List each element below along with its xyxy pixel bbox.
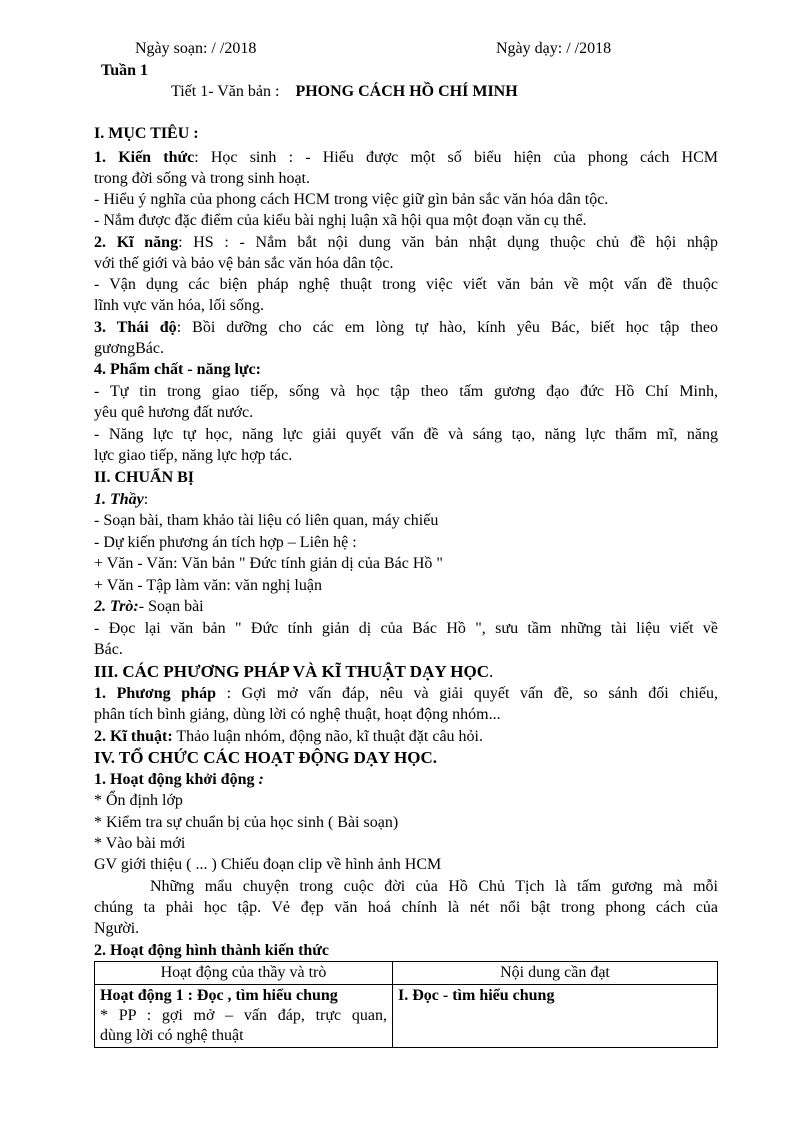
activity-1-line-1: * Ổn định lớp bbox=[94, 792, 183, 809]
activity-1-line-5: Những mẩu chuyện trong cuộc đời của Hồ Chủ Tịch là tấm gương mà mỗi bbox=[150, 878, 718, 895]
skills-line-2: với thế giới và bảo vệ bản sắc văn hóa dân tộc. bbox=[94, 255, 394, 272]
knowledge-label: 1. Kiến thức bbox=[94, 149, 195, 166]
section-4-heading: IV. TỔ CHỨC CÁC HOẠT ĐỘNG DẠY HỌC. bbox=[94, 748, 438, 767]
qualities-line-3: - Năng lực tự học, năng lực giải quyết vấn đề và sáng tạo, năng lực thẩm mĩ, năng bbox=[94, 426, 718, 443]
teacher-line-4: + Văn - Tập làm văn: văn nghị luận bbox=[94, 577, 322, 594]
qualities-line-4: lực giao tiếp, năng lực hợp tác. bbox=[94, 447, 293, 464]
activity-1-line-7: Người. bbox=[94, 920, 140, 937]
knowledge-line-3: - Hiểu ý nghĩa của phong cách HCM trong việc giữ gìn bản sắc văn hóa dân tộc. bbox=[94, 191, 609, 208]
attitude-line-1: 3. Thái độ: Bồi dưỡng cho các em lòng tự hào, kính yêu Bác, biết học tập theo bbox=[94, 319, 719, 336]
student-label-line: 2. Trò:- Soạn bài bbox=[94, 598, 204, 615]
technique-line: 2. Kĩ thuật: Thảo luận nhóm, động não, kĩ thuật đặt câu hỏi. bbox=[94, 728, 483, 745]
table-header-row bbox=[95, 962, 718, 985]
activity-1-label-line: 1. Hoạt động khởi động : bbox=[94, 771, 264, 788]
table-row bbox=[95, 985, 718, 1048]
col1-header: Hoạt động của thầy và trò bbox=[95, 962, 393, 985]
skills-line-1: 2. Kĩ năng: HS : - Nắm bắt nội dung văn bản nhật dụng thuộc chủ đề hội nhập bbox=[94, 234, 719, 251]
activity-1-title: Hoạt động 1 : Đọc , tìm hiểu chung bbox=[100, 987, 338, 1004]
teacher-line-3: + Văn - Văn: Văn bản " Đức tính giản dị của Bác Hồ " bbox=[94, 555, 443, 572]
attitude-line-2: gươngBác. bbox=[94, 340, 165, 357]
skills-label: 2. Kĩ năng bbox=[94, 234, 179, 251]
knowledge-line-4: - Nắm được đặc điểm của kiểu bài nghị luận xã hội qua một đoạn văn cụ thể. bbox=[94, 212, 587, 229]
teacher-label-line: 1. Thầy: bbox=[94, 491, 149, 508]
activity-2-label: 2. Hoạt động hình thành kiến thức bbox=[94, 942, 330, 959]
activity-1-line-6: chúng ta phải học tập. Vẻ đẹp văn hoá chính là nét nổi bật trong phong cách của bbox=[94, 899, 718, 916]
row1-col2 bbox=[393, 985, 718, 1048]
activity-1-line-2: * Kiểm tra sự chuẩn bị của học sinh ( Bài soạn) bbox=[94, 814, 399, 831]
read-overview-title: I. Đọc - tìm hiểu chung bbox=[398, 987, 555, 1004]
section-3-heading-line: III. CÁC PHƯƠNG PHÁP VÀ KĨ THUẬT DẠY HỌC. bbox=[94, 662, 494, 681]
qualities-line-1: - Tự tin trong giao tiếp, sống và học tập theo tấm gương đạo đức Hồ Chí Minh, bbox=[94, 383, 718, 400]
row1-col1-line-2: dùng lời có nghệ thuật bbox=[100, 1027, 244, 1044]
col2-header: Nội dung cần đạt bbox=[393, 962, 718, 985]
method-line-2: phân tích bình giảng, dùng lời có nghệ thuật, hoạt động nhóm... bbox=[94, 706, 501, 723]
activity-1-line-4: GV giới thiệu ( ... ) Chiếu đoạn clip về hình ảnh HCM bbox=[94, 856, 442, 873]
skills-line-4: lĩnh vực văn hóa, lối sống. bbox=[94, 297, 264, 314]
activity-1-line-3: * Vào bài mới bbox=[94, 835, 186, 852]
method-label: 1. Phương pháp bbox=[94, 685, 216, 702]
qualities-label: 4. Phẩm chất - năng lực: bbox=[94, 361, 261, 378]
row1-col1-line-1: * PP : gợi mở – vấn đáp, trực quan, bbox=[100, 1007, 387, 1024]
skills-line-3: - Vận dụng các biện pháp nghệ thuật trong việc viết văn bản về một vấn đề thuộc bbox=[94, 276, 718, 293]
knowledge-line-1: 1. Kiến thức: Học sinh : - Hiểu được một số biểu hiện của phong cách HCM bbox=[94, 149, 718, 166]
teach-date: Ngày dạy: / /2018 bbox=[496, 40, 612, 57]
attitude-label: 3. Thái độ bbox=[94, 319, 177, 336]
knowledge-line-2: trong đời sống và trong sinh hoạt. bbox=[94, 170, 310, 187]
activity-table bbox=[94, 961, 718, 1048]
lesson-prefix: Tiết 1- Văn bản : bbox=[171, 83, 280, 100]
teacher-line-2: - Dự kiến phương án tích hợp – Liên hệ : bbox=[94, 534, 357, 551]
teacher-label: 1. Thầy bbox=[94, 491, 144, 508]
section-2-heading: II. CHUẨN BỊ bbox=[94, 469, 195, 486]
student-line-1: - Đọc lại văn bản " Đức tính giản dị của Bác Hồ ", sưu tầm những tài liệu viết về bbox=[94, 620, 718, 637]
prep-date: Ngày soạn: / /2018 bbox=[135, 40, 257, 57]
technique-label: 2. Kĩ thuật: bbox=[94, 728, 173, 745]
qualities-line-2: yêu quê hương đất nước. bbox=[94, 404, 254, 421]
student-label: 2. Trò: bbox=[94, 598, 139, 615]
row1-col1 bbox=[95, 985, 393, 1048]
lesson-title: PHONG CÁCH HỒ CHÍ MINH bbox=[295, 83, 518, 100]
student-line-2: Bác. bbox=[94, 641, 123, 658]
week-label: Tuần 1 bbox=[101, 62, 148, 79]
method-line-1: 1. Phương pháp : Gợi mở vấn đáp, nêu và giải quyết vấn đề, so sánh đối chiếu, bbox=[94, 685, 718, 702]
lesson-heading bbox=[171, 81, 731, 102]
activity-1-label: 1. Hoạt động khởi động bbox=[94, 771, 255, 788]
section-3-heading: III. CÁC PHƯƠNG PHÁP VÀ KĨ THUẬT DẠY HỌC bbox=[94, 662, 489, 681]
teacher-line-1: - Soạn bài, tham khảo tài liệu có liên quan, máy chiếu bbox=[94, 512, 439, 529]
section-1-heading: I. MỤC TIÊU : bbox=[94, 125, 199, 142]
